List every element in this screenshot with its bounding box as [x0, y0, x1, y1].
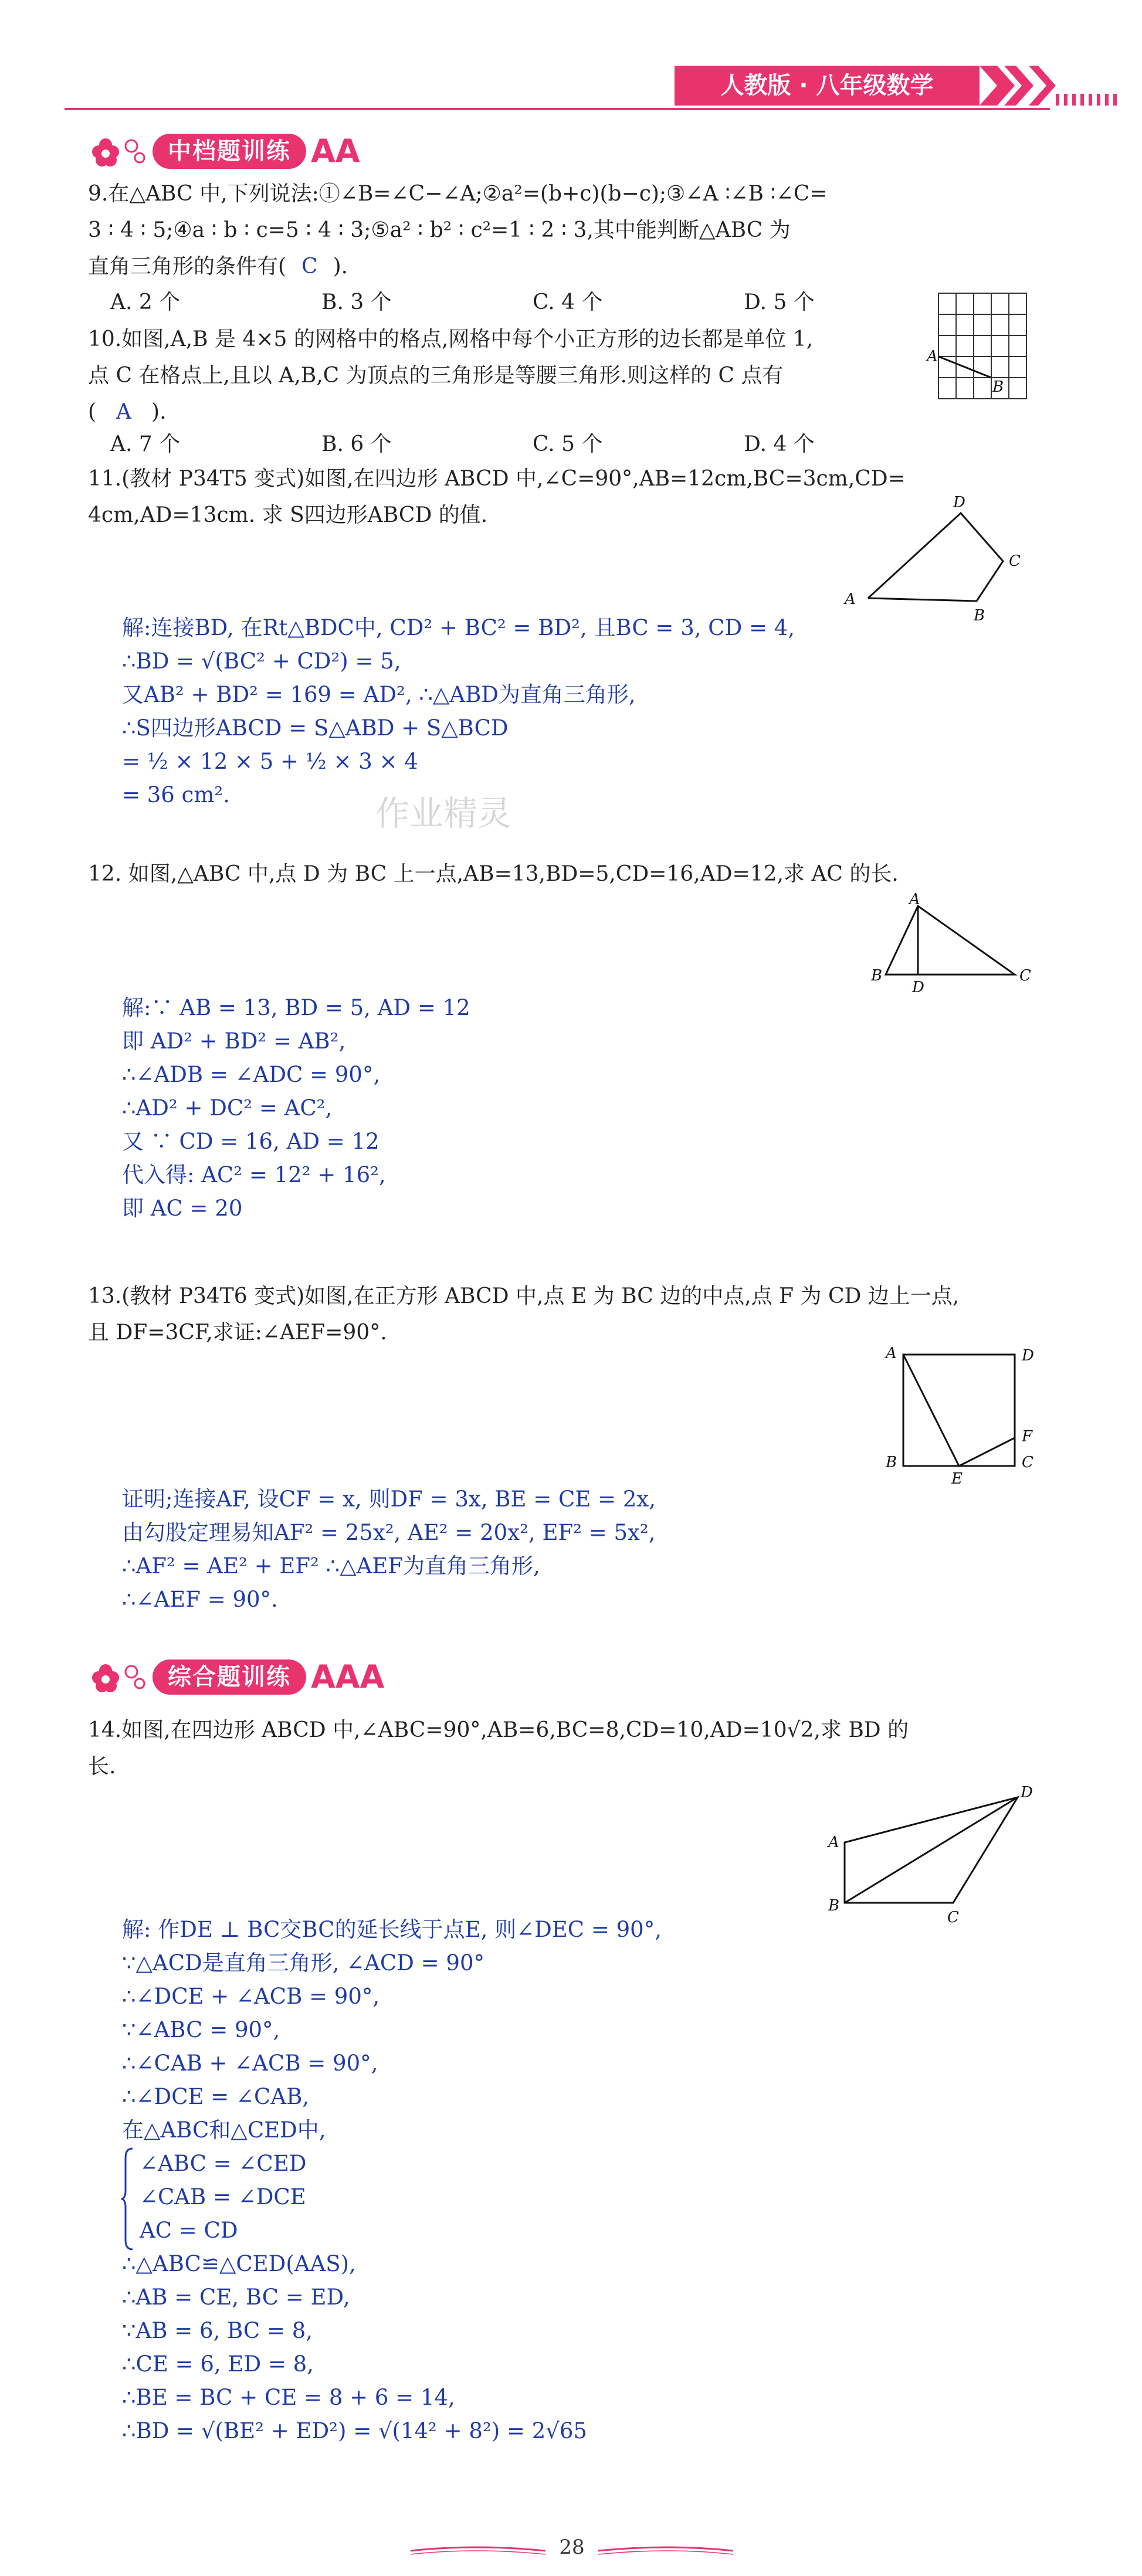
solution-line: ∴∠ADB = ∠ADC = 90°, [122, 1062, 381, 1087]
point-label: E [951, 1470, 963, 1488]
solution-line: ∵∠ABC = 90°, [122, 2017, 280, 2042]
point-label: B [974, 607, 985, 622]
solution-line: ∴△ABC≌△CED(AAS), [122, 2251, 356, 2276]
point-label: C [1009, 552, 1021, 570]
q14-solution [122, 1913, 662, 2448]
point-label: A [828, 1834, 839, 1851]
point-label: C [1019, 967, 1031, 985]
point-label: B [828, 1897, 840, 1915]
solution-line: 在△ABC和△CED中, [122, 2117, 326, 2143]
point-label: A [845, 590, 856, 608]
section-comp-level: AAA [311, 1658, 385, 1695]
solution-line: 证明;连接AF, 设CF = x, 则DF = 3x, BE = CE = 2x, [122, 1486, 656, 1512]
q9-answer: C [301, 254, 318, 279]
q9-line [88, 249, 1050, 285]
q9-line: 9.在△ABC 中,下列说法:①∠B=∠C−∠A;②a²=(b+c)(b−c);③∠A ∶∠B ∶∠C= [88, 182, 828, 206]
solution-line: ∴AB = CE, BC = ED, [122, 2285, 350, 2310]
solution-line: ∴BD = √(BC² + CD²) = 5, [122, 649, 401, 674]
option: D. 4 个 [744, 432, 815, 456]
solution-line: ∴S四边形ABCD = S△ABD + S△BCD [122, 715, 509, 741]
solution-line: ∴AD² + DC² = AC², [122, 1095, 333, 1121]
q10-line: 点 C 在格点上,且以 A,B,C 为顶点的三角形是等腰三角形.则这样的 C 点有 [88, 364, 784, 388]
q14-line: 14.如图,在四边形 ABCD 中,∠ABC=90°,AB=6,BC=8,CD=10,AD=10√2,求 BD 的 [88, 1718, 909, 1742]
solution-line: 又 ∵ CD = 16, AD = 12 [122, 1129, 379, 1154]
q13-figure [880, 1343, 1050, 1489]
point-label: D [953, 494, 965, 511]
option: C. 4 个 [533, 290, 603, 314]
solution-line: ∴∠DCE + ∠ACB = 90°, [122, 1984, 380, 2009]
solution-line: ∴∠CAB + ∠ACB = 90°, [122, 2051, 378, 2076]
q11-line: 11.(教材 P34T5 变式)如图,在四边形 ABCD 中,∠C=90°,AB=12cm,BC=3cm,CD= [88, 467, 906, 491]
question-13 [88, 1278, 1050, 1351]
q12-figure [868, 891, 1044, 997]
section-comp-title: 综合题训练 [153, 1659, 306, 1695]
q10-options [110, 427, 931, 462]
q10-answer: A [116, 400, 132, 424]
point-label: F [1022, 1428, 1033, 1445]
q11-solution [122, 611, 795, 812]
question-10 [88, 321, 938, 430]
q14-figure [815, 1783, 1050, 1935]
q13-solution [122, 1482, 656, 1616]
q9-text: ). [333, 254, 348, 279]
q10-line [88, 394, 938, 430]
solution-line: = 36 cm². [122, 782, 231, 807]
header-title: 人教版 · 八年级数学 [720, 72, 934, 99]
option: D. 5 个 [744, 290, 815, 314]
solution-line: AC = CD [140, 2218, 238, 2243]
solution-line: 解:∵ AB = 13, BD = 5, AD = 12 [122, 995, 470, 1020]
q9-options [110, 285, 931, 320]
brace-icon [121, 2146, 135, 2252]
point-label: A [886, 1345, 897, 1362]
solution-line: ∴∠AEF = 90°. [122, 1587, 278, 1612]
q12-solution [122, 991, 470, 1225]
q9-line: 3 ∶ 4 ∶ 5;④a ∶ b ∶ c=5 ∶ 4 ∶ 3;⑤a² ∶ b² ∶ c²=1 ∶ 2 ∶ 3,其中能判断△ABC 为 [88, 218, 791, 242]
q11-figure [833, 493, 1038, 622]
solution-line: 又AB² + BD² = 169 = AD², ∴△ABD为直角三角形, [122, 682, 636, 707]
solution-line: 由勾股定理易知AF² = 25x², AE² = 20x², EF² = 5x², [122, 1520, 656, 1545]
question-9 [88, 176, 1050, 285]
option: A. 2 个 [110, 290, 181, 314]
flower-icon [88, 131, 153, 172]
solution-line: = ½ × 12 × 5 + ½ × 3 × 4 [122, 749, 418, 774]
q10-grid-figure [921, 287, 1038, 410]
solution-line: ∵△ACD是直角三角形, ∠ACD = 90° [122, 1950, 485, 1976]
option: C. 5 个 [533, 432, 603, 456]
point-label: D [912, 979, 924, 996]
page-header [0, 0, 1142, 117]
point-label: A [927, 348, 938, 365]
solution-line: ∴BE = BC + CE = 8 + 6 = 14, [122, 2385, 455, 2410]
q12-line: 12. 如图,△ABC 中,点 D 为 BC 上一点,AB=13,BD=5,CD=16,AD=12,求 AC 的长. [88, 862, 899, 886]
point-label: C [947, 1909, 959, 1926]
solution-line: ∴CE = 6, ED = 8, [122, 2351, 314, 2377]
q13-line: 且 DF=3CF,求证:∠AEF=90°. [88, 1321, 387, 1345]
question-14 [88, 1712, 1050, 1785]
q9-text: 直角三角形的条件有( [88, 254, 287, 279]
solution-line: ∵AB = 6, BC = 8, [122, 2318, 313, 2343]
watermark: 作业精灵 [375, 793, 512, 833]
solution-line: 即 AC = 20 [122, 1196, 243, 1221]
q10-line: 10.如图,A,B 是 4×5 的网格中的格点,网格中每个小正方形的边长都是单位 1, [88, 327, 814, 351]
point-label: B [886, 1454, 897, 1471]
solution-line: ∠ABC = ∠CED [140, 2151, 307, 2176]
point-label: A [909, 891, 920, 908]
section-mid-header [88, 128, 499, 175]
q13-line: 13.(教材 P34T6 变式)如图,在正方形 ABCD 中,点 E 为 BC 边的中点,点 F 为 CD 边上一点, [88, 1284, 960, 1308]
section-mid-title: 中档题训练 [153, 134, 306, 169]
solution-line: 解:连接BD, 在Rt△BDC中, CD² + BC² = BD², 且BC = 3, CD = 4, [122, 615, 795, 640]
point-label: B [871, 967, 883, 985]
solution-line: ∴AF² = AE² + EF² ∴△AEF为直角三角形, [122, 1553, 540, 1579]
option: B. 3 个 [321, 290, 392, 314]
question-12 [88, 856, 1050, 892]
solution-line: 代入得: AC² = 12² + 16², [122, 1162, 386, 1187]
point-label: B [992, 378, 1004, 396]
q11-line: 4cm,AD=13cm. 求 S四边形ABCD 的值. [88, 503, 488, 527]
q14-line: 长. [88, 1754, 116, 1779]
point-label: D [1022, 1347, 1034, 1365]
point-label: C [1022, 1454, 1033, 1471]
page-number: 28 [559, 2536, 585, 2559]
solution-line: ∴∠DCE = ∠CAB, [122, 2084, 310, 2109]
solution-line: 即 AD² + BD² = AB², [122, 1029, 346, 1054]
q10-text: ). [151, 400, 167, 424]
solution-line: ∴BD = √(BE² + ED²) = √(14² + 8²) = 2√65 [122, 2418, 587, 2443]
flower-icon [88, 1657, 153, 1698]
solution-line: ∠CAB = ∠DCE [140, 2184, 306, 2210]
point-label: D [1021, 1784, 1033, 1801]
section-comp-header [88, 1654, 534, 1701]
q10-text: ( [88, 400, 97, 424]
option: A. 7 个 [110, 432, 181, 456]
solution-line: 解: 作DE ⊥ BC交BC的延长线于点E, 则∠DEC = 90°, [122, 1917, 662, 1942]
section-mid-level: AA [311, 133, 360, 169]
option: B. 6 个 [321, 432, 392, 456]
